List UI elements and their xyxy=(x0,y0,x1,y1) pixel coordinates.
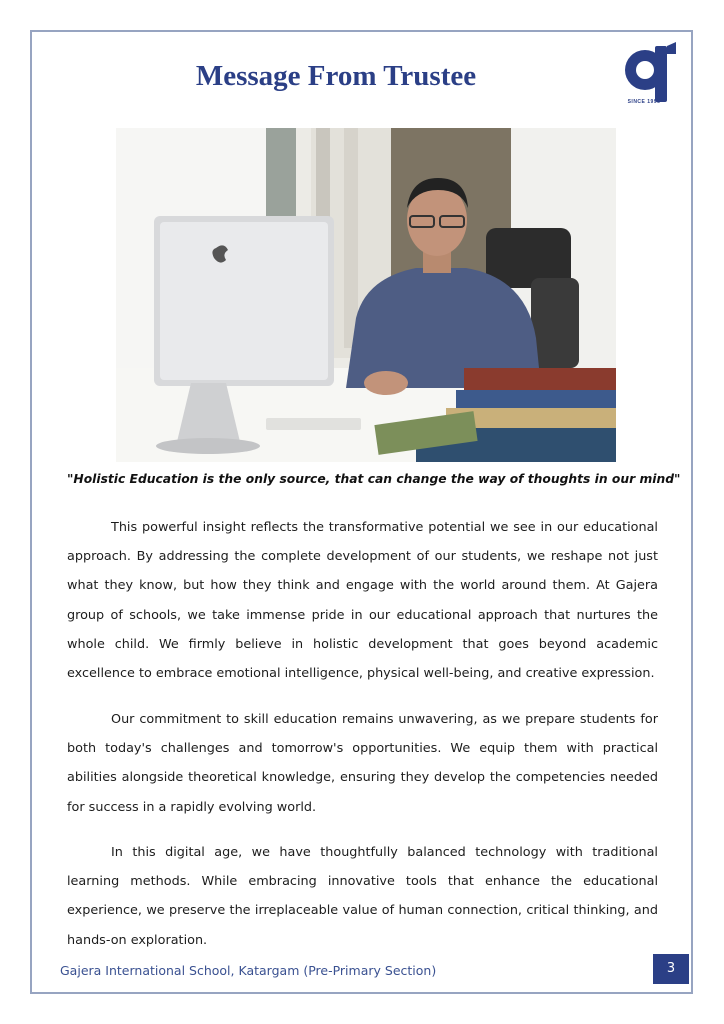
page-number-badge: 3 xyxy=(653,954,689,984)
body-paragraph: This powerful insight reflects the transformative potential we see in our educational approach. By addressing the complete development of our students, we reshape not just what they know, but how they think and engage with the world around them. At Gajera group of schools, we take immense pride in our educational approach that nurtures the whole child. We firmly believe in holistic development that goes beyond academic excellence to embrace emotional intelligence, physical well-being, and creative expression. xyxy=(67,520,658,682)
logo-tagline: SINCE 1995 xyxy=(627,99,661,105)
body-paragraph: Our commitment to skill education remains unwavering, as we prepare students for both today's challenges and tomorrow's opportunities. We equip them with practical abilities alongside theoretical knowledge, ensuring they develop the competencies needed for success in a rapidly evolving world. xyxy=(67,712,658,815)
page-title: Message From Trustee xyxy=(195,60,477,92)
footer-school-name: Gajera International School, Katargam (Pre-Primary Section) xyxy=(60,963,437,978)
trustee-photo xyxy=(116,128,616,462)
body-paragraph: In this digital age, we have thoughtfully balanced technology with traditional learning methods. While embracing innovative tools that enhance the educational experience, we preserve the irreplaceable value of human connection, critical thinking, and hands-on exploration. xyxy=(67,845,658,948)
trustee-quote: "Holistic Education is the only source, that can change the way of thoughts in our mind" xyxy=(67,472,681,486)
